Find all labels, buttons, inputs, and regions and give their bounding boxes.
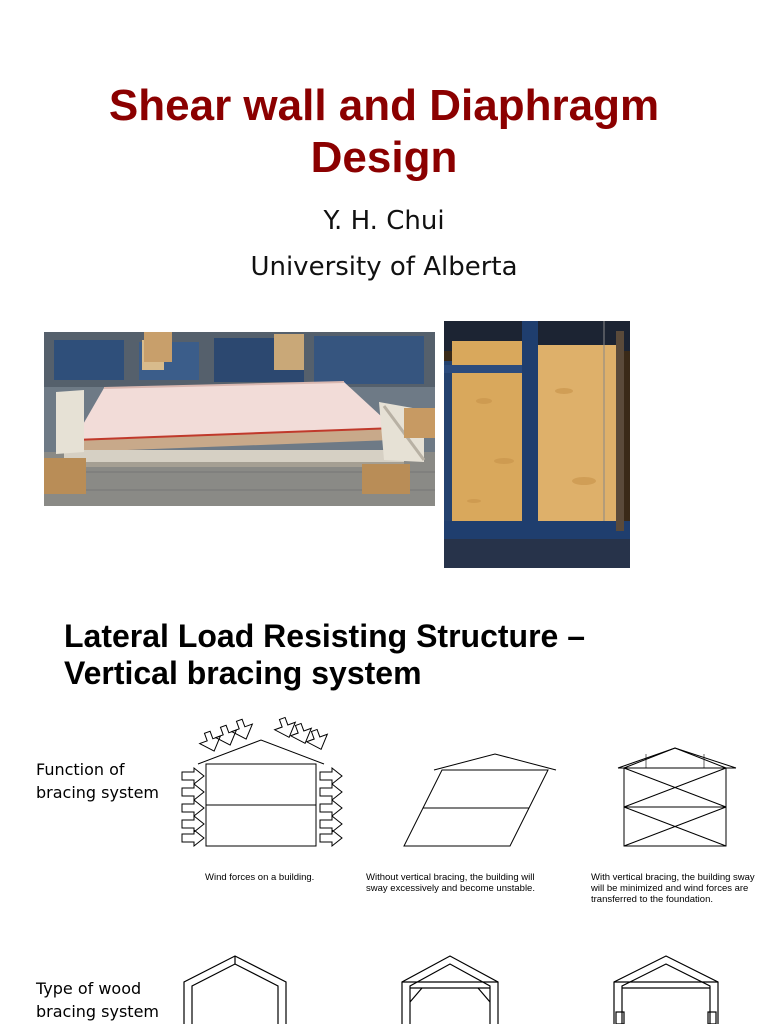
slide-heading-line-1: Lateral Load Resisting Structure – xyxy=(64,618,586,654)
right-wind-arrows xyxy=(320,768,342,846)
bracing-slide xyxy=(0,580,768,1024)
affiliation: University of Alberta xyxy=(250,252,518,282)
slide-title-line-2: Design xyxy=(310,133,458,182)
roof-wind-arrows-left xyxy=(197,717,257,755)
shear-wall-test-photo xyxy=(444,321,630,568)
caption-with-bracing xyxy=(591,872,755,905)
caption-without-line-1: Without vertical bracing, the building will xyxy=(366,872,535,883)
caption-without-line-2: sway excessively and become unstable. xyxy=(366,883,535,894)
wood-frame-type-2 xyxy=(398,952,502,1024)
row-label-function-line-1: Function of xyxy=(36,760,125,779)
wood-frame-type-1 xyxy=(180,952,290,1024)
caption-with-line-1: With vertical bracing, the building sway xyxy=(591,872,755,883)
diaphragm-test-photo xyxy=(44,332,435,506)
author-name: Y. H. Chui xyxy=(323,206,445,236)
braced-building-diagram xyxy=(616,744,742,852)
wind-forces-diagram xyxy=(178,722,348,852)
row-label-function xyxy=(36,758,159,804)
caption-with-line-2: will be minimized and wind forces are xyxy=(591,883,749,894)
slide-heading-line-2: Vertical bracing system xyxy=(64,655,422,691)
slide-title-line-1: Shear wall and Diaphragm xyxy=(108,81,660,130)
caption-with-line-3: transferred to the foundation. xyxy=(591,894,713,905)
caption-without-bracing xyxy=(366,872,535,894)
left-wind-arrows xyxy=(182,768,204,846)
caption-wind-forces: Wind forces on a building. xyxy=(205,872,315,883)
row-label-type-line-1: Type of wood xyxy=(36,979,142,998)
wood-frame-type-3 xyxy=(610,952,722,1024)
unbraced-sway-diagram xyxy=(398,750,558,850)
row-label-type xyxy=(36,977,159,1023)
row-label-function-line-2b: bracing system xyxy=(36,783,160,802)
row-label-type-line-2: bracing system xyxy=(36,1002,160,1021)
